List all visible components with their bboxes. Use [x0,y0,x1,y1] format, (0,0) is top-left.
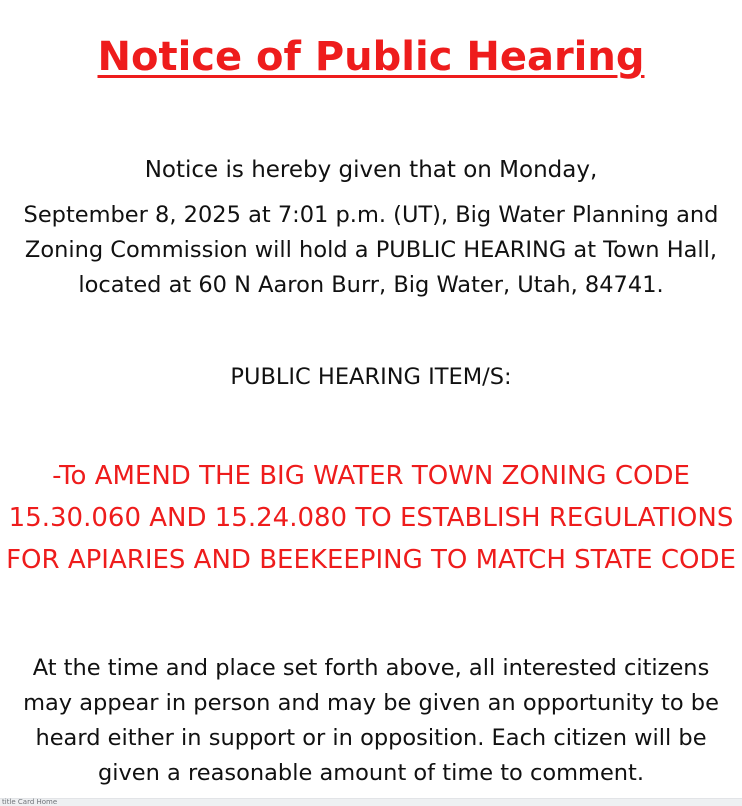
footer-bar [0,798,742,806]
footer-text: title Card Home [2,798,58,806]
hearing-item: -To AMEND THE BIG WATER TOWN ZONING CODE 15.30.060 AND 15.24.080 TO ESTABLISH REGULATIONS FOR APIARIES AND BEEKEEPING TO MATCH STATE CODE [6,461,736,575]
intro-paragraph: September 8, 2025 at 7:01 p.m. (UT), Big Water Planning and Zoning Commission will hold a PUBLIC HEARING at Town Hall, located at 60 N Aaron Burr, Big Water, Utah, 84741. [23,202,719,298]
notice-title: Notice of Public Hearing [97,34,645,80]
intro-first-line: Notice is hereby given that on Monday, [144,157,598,183]
hearing-items-heading: PUBLIC HEARING ITEM/S: [230,364,512,390]
closing-paragraph: At the time and place set forth above, all interested citizens may appear in person and may be given an opportunity to be heard either in support or in opposition. Each citizen will be given a reasonable amount of time to comment. [23,655,719,786]
